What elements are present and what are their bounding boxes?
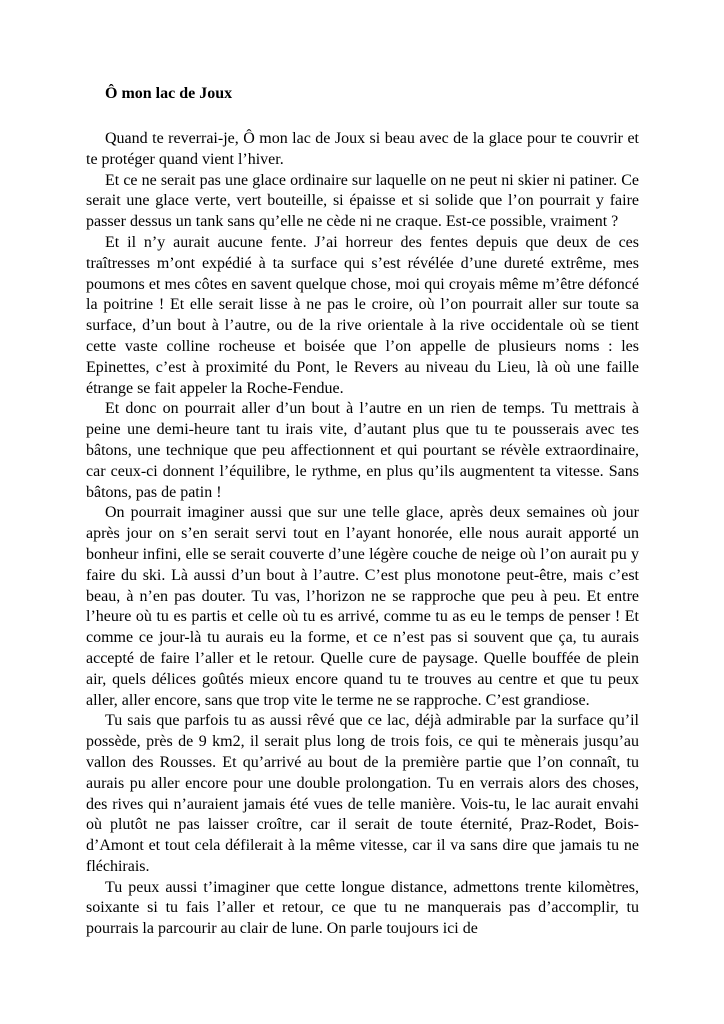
document-title: Ô mon lac de Joux	[105, 85, 233, 102]
paragraph-1: Quand te reverrai-je, Ô mon lac de Joux si beau avec de la glace pour te couvrir et te protéger quand vient l’hiver.	[86, 130, 639, 168]
paragraph-3: Et il n’y aurait aucune fente. J’ai horreur des fentes depuis que deux de ces traîtresses m’ont expédié à ta surface qui s’est révélée d’une dureté extrême, mes poumons et mes côtes en savent quelque chose, moi qui croyais même m’être défoncé la poitrine ! Et elle serait lisse à ne pas le croire, où l’on pourrait aller sur toute sa surface, d’un bout à l’autre, ou de la rive orientale à la rive occidentale où se tient cette vaste colline rocheuse et boisée que l’on appelle de plusieurs noms : les Epinettes, c’est à proximité du Pont, le Revers au niveau du Lieu, là où une faille étrange se fait appeler la Roche-Fendue.	[86, 233, 639, 397]
paragraph-7: Tu peux aussi t’imaginer que cette longue distance, admettons trente kilomètres, soixante si tu fais l’aller et retour, ce que tu ne manquerais pas d’accomplir, tu pourrais la parcourir au clair de lune. On parle toujours ici de	[86, 878, 639, 938]
paragraph-6: Tu sais que parfois tu as aussi rêvé que ce lac, déjà admirable par la surface qu’il possède, près de 9 km2, il serait plus long de trois fois, ce qui te mènerais jusqu’au vallon des Rousses. Et qu’arrivé au bout de la première partie que l’on connaît, tu aurais pu aller encore pour une double prolongation. Tu en verrais alors des choses, des rives qui n’auraient jamais été vues de telle manière. Vois-tu, le lac aurait envahi où plutôt ne pas laisser croître, car il serait de toute éternité, Praz-Rodet, Bois-d’Amont et tout cela défilerait à la même vitesse, car il va sans dire que jamais tu ne fléchirais.	[86, 712, 639, 875]
document-page	[86, 84, 639, 940]
paragraph-2: Et ce ne serait pas une glace ordinaire sur laquelle on ne peut ni skier ni patiner. Ce serait une glace verte, vert bouteille, si épaisse et si solide que l’on pourrait y faire passer dessus un tank sans qu’elle ne cède ni ne craque. Est-ce possible, vraiment ?	[86, 171, 639, 231]
paragraph-4: Et donc on pourrait aller d’un bout à l’autre en un rien de temps. Tu mettrais à peine une demi-heure tant tu irais vite, d’autant plus que tu te pousserais avec tes bâtons, une technique que peu affectionnent et qui pourtant se révèle extraordinaire, car ceux-ci donnent l’équilibre, le rythme, en plus qu’ils augmentent ta vitesse. Sans bâtons, pas de patin !	[86, 400, 639, 501]
paragraph-5: On pourrait imaginer aussi que sur une telle glace, après deux semaines où jour après jour on s’en serait servi tout en l’ayant honorée, elle nous aurait apporté un bonheur infini, elle se serait couverte d’une légère couche de neige où l’on aurait pu y faire du ski. Là aussi d’un bout à l’autre. C’est plus monotone peut-être, mais c’est beau, à n’en pas douter. Tu vas, l’horizon ne se rapproche que peu à peu. Et entre l’heure où tu es partis et celle où tu es arrivé, comme tu as eu le temps de penser ! Et comme ce jour-là tu aurais eu la forme, et ce n’est pas si souvent que ça, tu aurais accepté de faire l’aller et le retour. Quelle cure de paysage. Quelle bouffée de plein air, quels délices goûtés mieux encore quand tu te trouves au centre et que tu peux aller, aller encore, sans que trop vite le terme ne se rapproche. C’est grandiose.	[86, 504, 639, 709]
